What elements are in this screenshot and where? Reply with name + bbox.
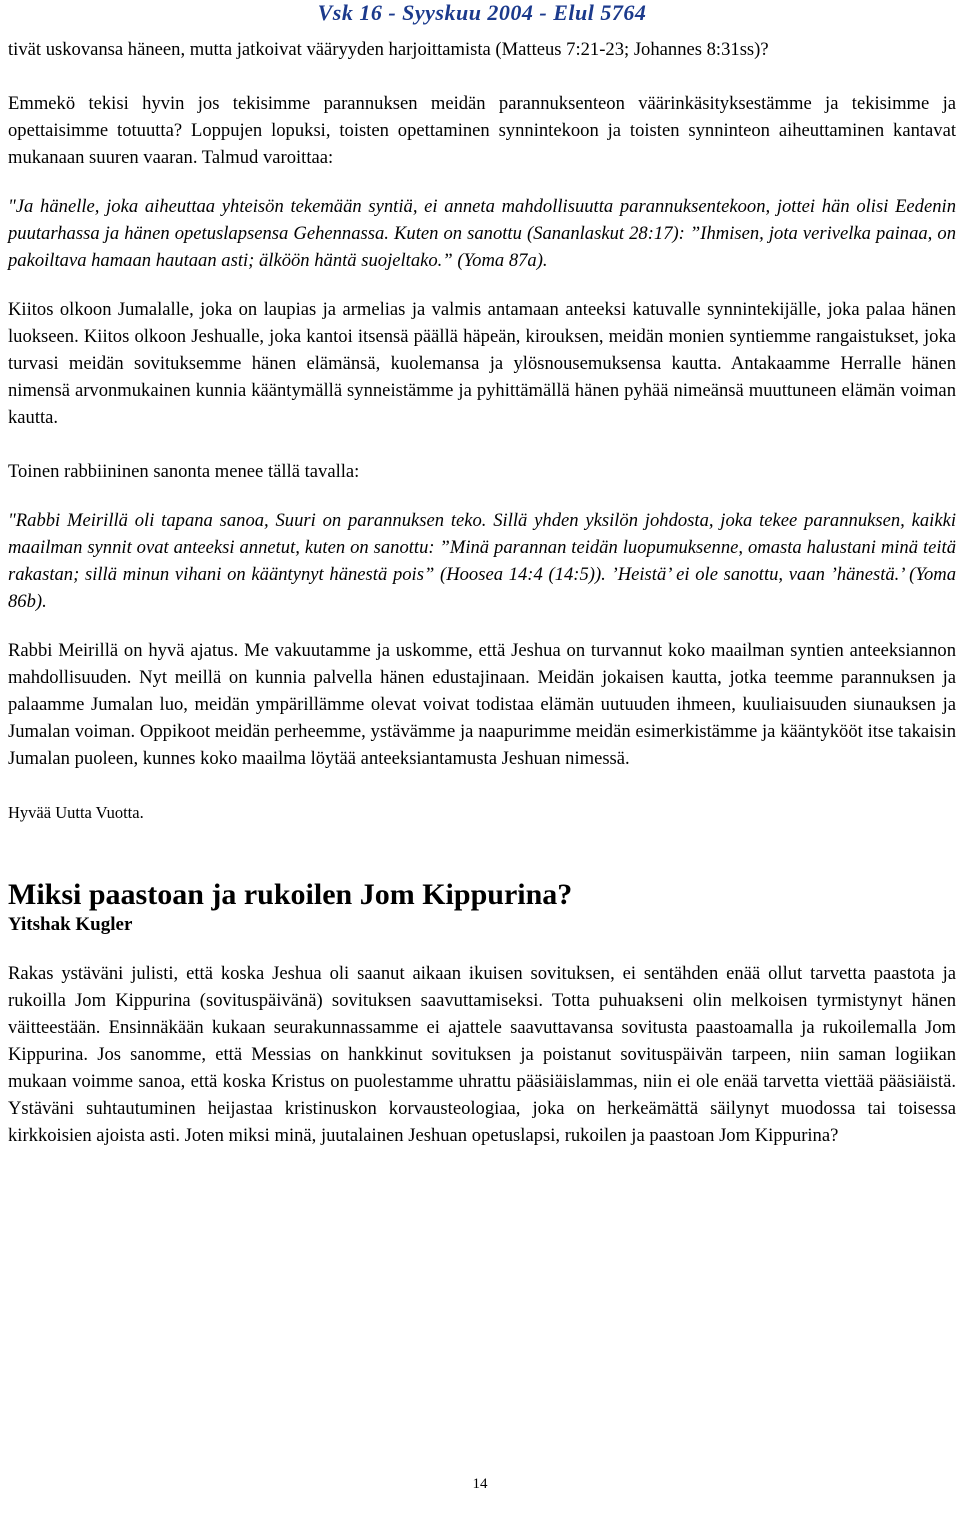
- greeting-new-year: Hyvää Uutta Vuotta.: [8, 803, 144, 822]
- paragraph-second-saying: Toinen rabbiininen sanonta menee tällä tavalla:: [8, 461, 360, 482]
- page-number: 14: [472, 1476, 488, 1492]
- paragraph-continuation: tivät uskovansa häneen, mutta jatkoivat vääryyden harjoittamista (Matteus 7:21-23; Johannes 8:31ss)?: [8, 39, 769, 60]
- running-header: Vsk 16 - Syyskuu 2004 - Elul 5764: [317, 0, 647, 25]
- quote-talmud-yoma-87a: "Ja hänelle, joka aiheuttaa yhteisön tekemään syntiä, ei anneta mahdollisuutta parannuksentekoon, jottei hän olisi Eedenin puutarhassa ja hänen opetuslapsensa Gehennassa. Kuten on sanottu (Sananlaskut 28:17): ”Ihmisen, jota verivelka painaa, on pakoiltava hamaan hautaan asti; älköön häntä suojeltako.” (Yoma 87a).: [8, 196, 956, 271]
- article-title: Miksi paastoan ja rukoilen Jom Kippurina?: [8, 878, 573, 911]
- paragraph-rabbi-meir: Rabbi Meirillä on hyvä ajatus. Me vakuutamme ja uskomme, että Jeshua on turvannut koko maailman syntien anteeksiannon mahdollisuuden. Nyt meillä on kunnia palvella hänen edustajinaan. Meidän jokaisen kautta, jotka teemme parannuksen ja palaamme Jumalan luo, meidän ympärillämme olevat voivat todistaa elämän uutuuden ihmeen, kuuliaisuuden siunauksen ja Jumalan voiman. Oppikoot meidän perheemme, ystävämme ja naapurimme meidän esimerkistämme ja kääntykööt itse takaisin Jumalan puoleen, kunnes koko maailma löytää anteeksiantamusta Jeshuan nimessä.: [8, 640, 956, 769]
- paragraph-thanks: Kiitos olkoon Jumalalle, joka on laupias ja armelias ja valmis antamaan anteeksi katuvalle synnintekijälle, joka palaa hänen luokseen. Kiitos olkoon Jeshualle, joka kantoi itsensä päällä häpeän, kirouksen, meidän monien syntiemme rangaistukset, joka turvasi meidän sovituksemme hänen elämänsä, kuolemansa ja ylösnousemuksensa kautta. Antakaamme Herralle hänen nimensä arvonmukainen kunnia kääntymällä synneistämme ja pyhittämällä hänen pyhää nimeänsä muuttuneen elämän voiman kautta.: [8, 299, 956, 428]
- document-page: [8, 0, 956, 1149]
- article-author: Yitshak Kugler: [8, 914, 133, 935]
- article-paragraph: Rakas ystäväni julisti, että koska Jeshua oli saanut aikaan ikuisen sovituksen, ei sentähden enää ollut tarvetta paastota ja rukoilla Jom Kippurina (sovituspäivänä) sovituksen saavuttamiseksi. Totta puhuakseni olin melkoisen tyrmistynyt hänen väitteestään. Ensinnäkään kukaan seurakunnassamme ei ajattele saavuttavansa sovitusta paastoamalla ja rukoilemalla Jom Kippurina. Jos sanomme, että Messias on hankkinut sovituksen ja poistanut sovituspäivän tarpeen, niin saman logiikan mukaan voimme sanoa, että koska Kristus on puolestamme uhrattu pääsiäislammas, niin ei ole enää tarvetta viettää pääsiäistä. Ystäväni suhtautuminen heijastaa kristinuskon korvausteologiaa, joka on herkeämättä säilynyt muodossa tai toisessa kirkkoisien ajoista asti. Joten miksi minä, juutalainen Jeshuan opetuslapsi, rukoilen ja paastoan Jom Kippurina?: [8, 963, 956, 1146]
- paragraph-repentance: Emmekö tekisi hyvin jos tekisimme parannuksen meidän parannuksenteon väärinkäsityksestämme ja tekisimme ja opettaisimme totuutta? Loppujen lopuksi, toisten opettaminen synnintekoon ja toisten synninteon aiheuttaminen kantavat mukanaan suuren vaaran. Talmud varoittaa:: [8, 93, 956, 168]
- quote-rabbi-meir-yoma-86b: "Rabbi Meirillä oli tapana sanoa, Suuri on parannuksen teko. Sillä yhden yksilön johdosta, joka tekee parannuksen, kaikki maailman synnit ovat anteeksi annetut, kuten on sanottu: ”Minä parannan teidän luopumuksenne, omasta halustani minä teitä rakastan; sillä minun vihani on kääntynyt hänestä pois” (Hoosea 14:4 (14:5)). ’Heistä’ ei ole sanottu, vaan ’hänestä.’ (Yoma 86b).: [8, 510, 956, 612]
